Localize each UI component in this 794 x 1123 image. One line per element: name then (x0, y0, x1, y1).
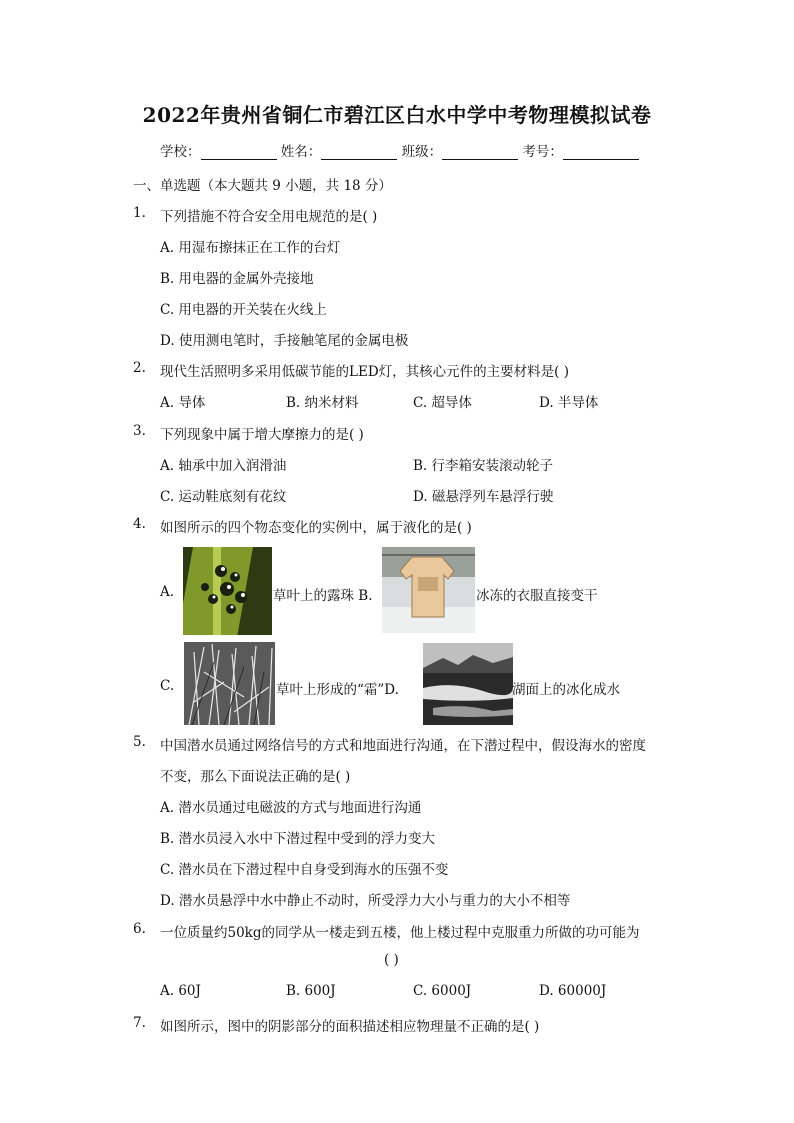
option-a-label[interactable]: A. (160, 584, 175, 600)
option-c[interactable]: C. 超导体 (413, 395, 472, 411)
question-text: 现代生活照明多采用低碳节能的LED灯，其核心元件的主要材料是( ) (160, 364, 569, 380)
option-c-label[interactable]: C. (160, 678, 175, 694)
option-b[interactable]: B. 潜水员浸入水中下潜过程中受到的浮力变大 (160, 831, 436, 847)
option-d[interactable]: D. 使用测电笔时，手接触笔尾的金属电极 (160, 333, 409, 349)
question-text-continued: 不变，那么下面说法正确的是( ) (160, 769, 351, 785)
option-d[interactable]: D. 潜水员悬浮中水中静止不动时，所受浮力大小与重力的大小不相等 (160, 893, 571, 909)
exam-number-label: 考号： (522, 144, 563, 160)
question-text: 如图所示，图中的阴影部分的面积描述相应物理量不正确的是( ) (160, 1019, 540, 1035)
option-a[interactable]: A. 60J (160, 983, 201, 999)
question-text: 下列现象中属于增大摩擦力的是( ) (160, 427, 364, 443)
option-d[interactable]: D. 60000J (539, 983, 607, 999)
class-label: 班级： (401, 144, 443, 160)
name-label: 姓名： (280, 144, 322, 160)
question-text: 一位质量约50kg的同学从一楼走到五楼，他上楼过程中克服重力所做的功可能为 (160, 925, 640, 941)
student-info-line (160, 140, 639, 160)
school-label: 学校： (160, 144, 201, 160)
option-a[interactable]: A. 轴承中加入润滑油 (160, 458, 287, 474)
question-number: 2. (133, 360, 146, 376)
question-blank-parens: ( ) (384, 952, 399, 968)
exam-number-blank[interactable] (563, 145, 639, 160)
option-d[interactable]: D. 磁悬浮列车悬浮行驶 (413, 489, 554, 505)
question-number: 6. (133, 921, 146, 937)
question-number: 5. (133, 734, 146, 750)
name-blank[interactable] (321, 145, 397, 160)
option-a-caption: 草叶上的露珠 B. (273, 588, 373, 604)
option-c[interactable]: C. 6000J (413, 983, 472, 999)
question-text: 中国潜水员通过网络信号的方式和地面进行沟通，在下潜过程中，假设海水的密度 (160, 738, 646, 754)
frost-on-grass-image (184, 642, 275, 725)
option-b[interactable]: B. 用电器的金属外壳接地 (160, 271, 314, 287)
question-text: 如图所示的四个物态变化的实例中，属于液化的是( ) (160, 520, 472, 536)
option-b[interactable]: B. 600J (286, 983, 336, 999)
question-number: 1. (133, 205, 146, 221)
option-a[interactable]: A. 导体 (160, 395, 206, 411)
option-a[interactable]: A. 潜水员通过电磁波的方式与地面进行沟通 (160, 800, 422, 816)
option-c[interactable]: C. 运动鞋底刻有花纹 (160, 489, 287, 505)
question-text: 下列措施不符合安全用电规范的是( ) (160, 209, 378, 225)
option-c[interactable]: C. 用电器的开关装在火线上 (160, 302, 327, 318)
option-d[interactable]: D. 半导体 (539, 395, 599, 411)
section-heading: 一、单选题（本大题共 9 小题，共 18 分） (133, 178, 392, 194)
option-c-caption: 草叶上形成的“霜”D. (276, 682, 399, 698)
option-b-caption: 冰冻的衣服直接变干 (476, 588, 598, 604)
frozen-clothes-image (382, 547, 475, 633)
class-blank[interactable] (442, 145, 518, 160)
question-number: 3. (133, 423, 146, 439)
melting-lake-ice-image (423, 643, 513, 725)
question-number: 4. (133, 516, 146, 532)
school-blank[interactable] (201, 145, 277, 160)
question-number: 7. (133, 1015, 146, 1031)
dew-on-grass-image (183, 547, 272, 635)
option-b[interactable]: B. 纳米材料 (286, 395, 359, 411)
option-c[interactable]: C. 潜水员在下潜过程中自身受到海水的压强不变 (160, 862, 449, 878)
option-d-caption: 湖面上的冰化成水 (512, 682, 620, 698)
page-title: 2022年贵州省铜仁市碧江区白水中学中考物理模拟试卷 (142, 103, 652, 127)
option-b[interactable]: B. 行李箱安装滚动轮子 (413, 458, 554, 474)
option-a[interactable]: A. 用湿布擦抹正在工作的台灯 (160, 240, 341, 256)
